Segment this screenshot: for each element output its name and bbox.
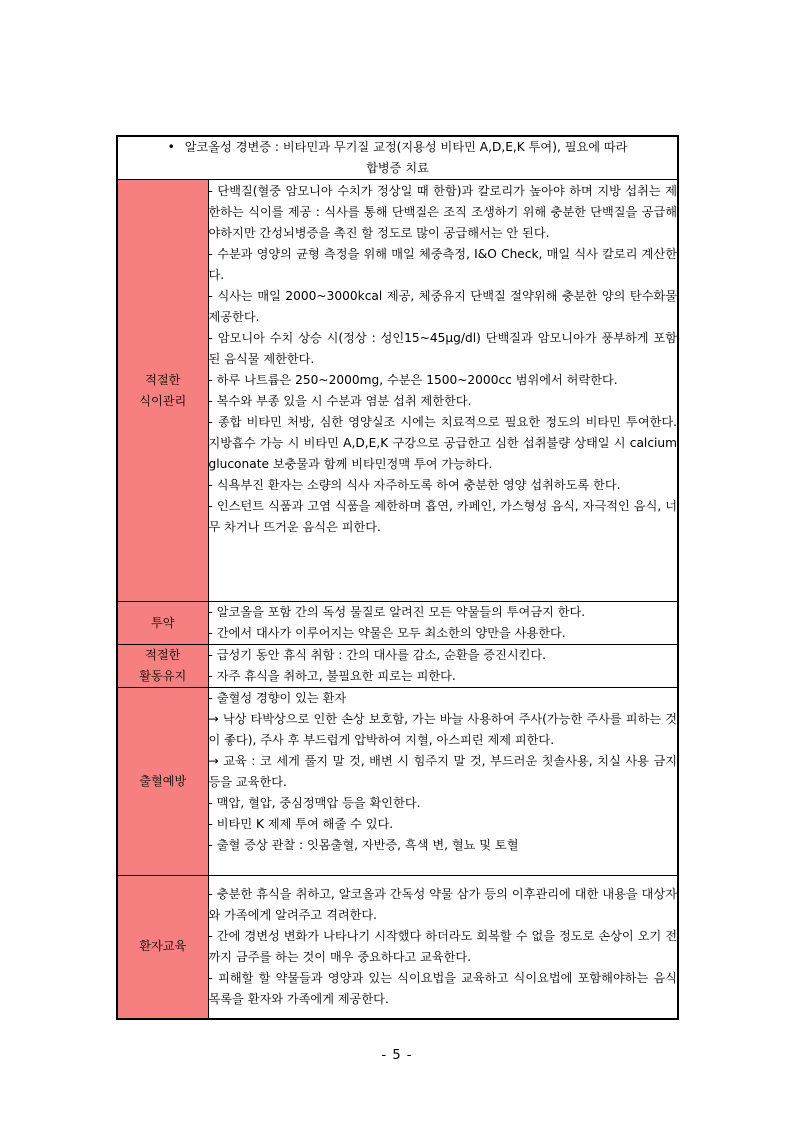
list-item: - 비타민 K 제제 투여 해줄 수 있다. <box>208 817 394 831</box>
list-item: - 인스턴트 식품과 고염 식품을 제한하며 흡연, 카페인, 가스형성 음식, 자극적인 음식, 너무 차거나 뜨거운 음식은 피한다. <box>208 499 678 534</box>
care-plan-table <box>116 135 679 1020</box>
list-item: - 출혈성 경향이 있는 환자 <box>208 691 347 705</box>
table-row-diet <box>117 180 678 602</box>
list-item: - 출혈 증상 관찰 : 잇몸출혈, 자반증, 흑색 변, 혈뇨 및 토혈 <box>208 838 519 852</box>
header-cell <box>117 136 678 180</box>
table-row-medication <box>117 602 678 645</box>
header-text-1: 알코올성 경변증 : 비타민과 무기질 교정(지용성 비타민 A,D,E,K 투여), 필요에 따라 <box>184 140 628 154</box>
list-item: - 식욕부진 환자는 소량의 식사 자주하도록 하여 충분한 영양 섭취하도록 한다. <box>208 478 621 492</box>
category-label: 투약 <box>150 615 175 630</box>
category-cell-diet <box>117 180 208 602</box>
category-cell-medication <box>117 602 208 645</box>
list-item: - 피해할 할 약물들과 영양과 있는 식이요법을 교육하고 식이요법에 포함해야하는 음식 목록을 환자와 가족에게 제공한다. <box>208 971 678 1006</box>
list-item: - 수분과 영양의 균형 측정을 위해 매일 체중측정, I&O Check, 매일 식사 칼로리 계산한다. <box>208 247 678 282</box>
list-item: - 종합 비타민 처방, 심한 영양실조 시에는 치료적으로 필요한 정도의 비타민 투여한다. 지방흡수 가능 시 비타민 A,D,E,K 구강으로 공급한고 심한 섭취불량 상태일 시 calcium gluconate 보충물과 함께 비타민정맥 투여 가능하다. <box>208 415 678 471</box>
category-label: 활동유지 <box>139 669 187 683</box>
list-item: - 급성기 동안 휴식 취함 : 간의 대사를 감소, 순환을 증진시킨다. <box>208 648 547 662</box>
content-cell-education <box>208 876 678 1019</box>
content-cell-diet <box>208 180 678 602</box>
list-item: - 단백질(혈중 암모니아 수치가 정상일 때 한함)과 칼로리가 높아야 하며 지방 섭취는 제한하는 식이를 제공 : 식사를 통해 단백질은 조직 조생하기 위해 충분한 단백질을 공급해야하지만 간성뇌병증을 촉진 할 정도로 많이 공급해서는 안 된다. <box>208 184 678 240</box>
table-row-education <box>117 876 678 1019</box>
page-number: - 5 - <box>381 1048 413 1063</box>
content-cell-activity <box>208 645 678 688</box>
category-label: 적절한 <box>145 372 181 387</box>
list-item: - 하루 나트륨은 250~2000mg, 수분은 1500~2000cc 범위에서 허락한다. <box>208 373 618 387</box>
header-text-2: 합병증 치료 <box>366 161 429 175</box>
header-line-1 <box>118 137 677 158</box>
bullet-icon: • <box>167 140 175 154</box>
list-item: → 낙상 타박상으로 인한 손상 보호함, 가는 바늘 사용하여 주사(가능한 주사를 피하는 것이 좋다), 주사 후 부드럽게 압박하여 지혈, 아스피린 제제 피한다. <box>208 712 678 747</box>
table-row-activity <box>117 645 678 688</box>
list-item: - 간에서 대사가 이루어지는 약물은 모두 최소한의 양만을 사용한다. <box>208 626 566 640</box>
list-item: → 교육 : 코 세게 풀지 말 것, 배변 시 힘주지 말 것, 부드러운 칫솔사용, 치실 사용 금지 등을 교육한다. <box>208 754 678 789</box>
list-item: - 암모니아 수치 상승 시(정상 : 성인15~45μg/dl) 단백질과 암모니아가 풍부하게 포함된 음식물 제한한다. <box>208 331 678 366</box>
list-item: - 식사는 매일 2000~3000kcal 제공, 체중유지 단백질 절약위해 충분한 양의 탄수화물 제공한다. <box>208 289 678 324</box>
list-item: - 복수와 부종 있을 시 수분과 염분 섭취 제한한다. <box>208 394 472 408</box>
content-cell-bleeding <box>208 688 678 876</box>
category-cell-activity <box>117 645 208 688</box>
category-label: 출혈예방 <box>139 774 187 788</box>
category-label: 적절한 <box>145 648 181 662</box>
table-row-bleeding <box>117 688 678 876</box>
category-cell-education <box>117 876 208 1019</box>
category-label: 환자교육 <box>139 939 187 954</box>
category-label: 식이관리 <box>139 393 187 408</box>
list-item: - 알코올을 포함 간의 독성 물질로 알려진 모든 약물들의 투여금지 한다. <box>208 605 586 619</box>
content-cell-medication <box>208 602 678 645</box>
table-header-row <box>117 136 678 180</box>
list-item: - 충분한 휴식을 취하고, 알코올과 간독성 약물 삼가 등의 이후관리에 대한 내용을 대상자와 가족에게 알려주고 격려한다. <box>208 887 678 922</box>
list-item: - 맥압, 혈압, 중심정맥압 등을 확인한다. <box>208 796 421 810</box>
list-item: - 간에 경변성 변화가 나타나기 시작했다 하더라도 회복할 수 없을 정도로 손상이 오기 전 까지 금주를 하는 것이 매우 중요하다고 교육한다. <box>208 929 678 964</box>
category-cell-bleeding <box>117 688 208 876</box>
list-item: - 자주 휴식을 취하고, 불필요한 피로는 피한다. <box>208 669 456 683</box>
